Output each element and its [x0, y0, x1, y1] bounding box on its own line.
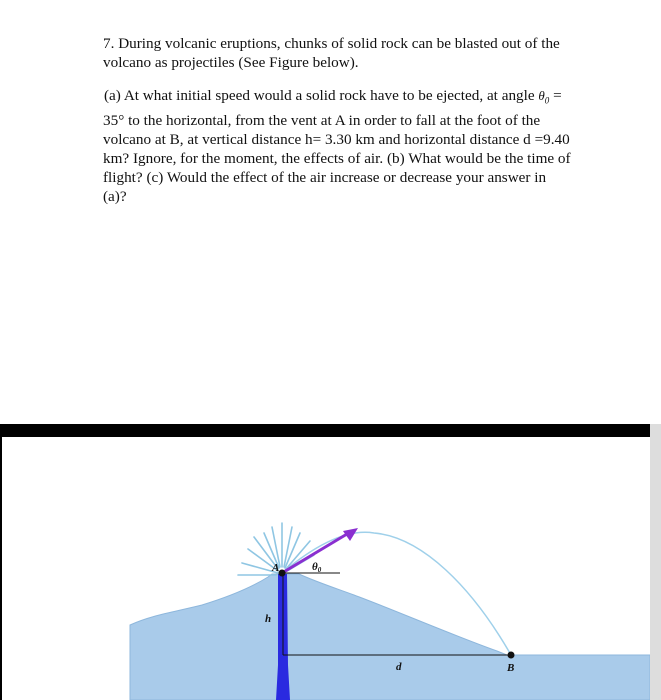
point-A-marker [279, 570, 286, 577]
question-part-a [103, 86, 573, 206]
label-d: d [396, 661, 402, 673]
question-number: 7. [103, 35, 115, 52]
theta-symbol: $\theta_0$ [538, 88, 550, 106]
part-a-lead: (a) At what initial speed would a solid rock have to be ejected, at angle [104, 87, 535, 104]
label-h: h [265, 613, 272, 625]
point-B-marker [508, 652, 515, 659]
figure-panel [2, 437, 650, 700]
angle-value: = 35° [103, 87, 562, 129]
question-intro-text: During volcanic eruptions, chunks of solid rock can be blasted out of the volcano as projectiles (See Figure below). [103, 35, 560, 71]
label-A: A [272, 562, 280, 574]
question-intro [103, 34, 573, 72]
volcano-shape [130, 574, 650, 700]
problem-text [103, 34, 573, 206]
part-a-rest: to the horizontal, from the vent at A in order to fall at the foot of the volcano at B, at vertical distance h= 3.30 km and horizontal distance d =9.40 km? Ignore, for the moment, the effects of air. (b) What would be the time of flight? (c) Would the effect of the air increase or decrease your answer in (a)? [103, 111, 571, 205]
label-B: B [507, 662, 515, 674]
right-gray-strip [650, 424, 661, 700]
volcano-figure [2, 437, 650, 700]
label-theta: θ0 [312, 561, 322, 574]
